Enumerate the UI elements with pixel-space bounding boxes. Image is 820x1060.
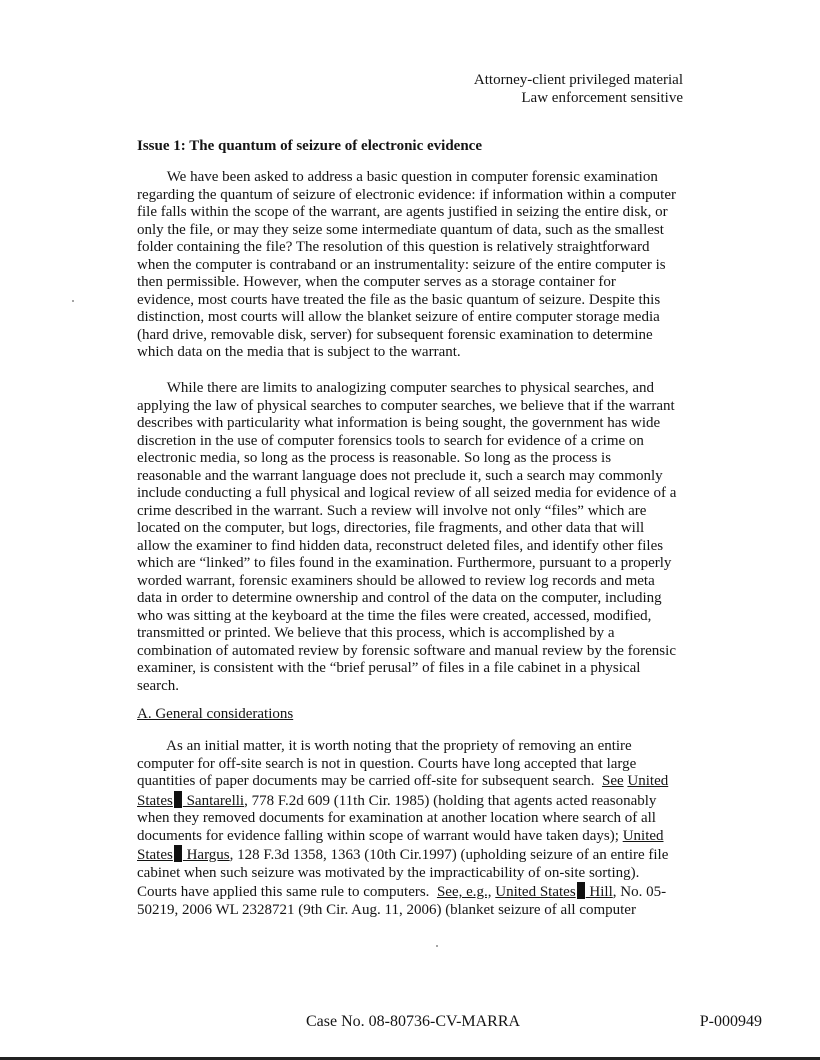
text-line: transmitted or printed. We believe that this process, which is accomplished by a (137, 625, 615, 641)
issue-title: Issue 1: The quantum of seizure of electronic evidence (137, 138, 482, 154)
text-run: quantities of paper documents may be carried off-site for subsequent search. (137, 773, 602, 789)
text-line: While there are limits to analogizing computer searches to physical searches, and (137, 380, 655, 396)
text-line: distinction, most courts will allow the blanket seizure of entire computer storage media (137, 309, 660, 325)
paragraph-2 (137, 380, 693, 695)
text-line (137, 773, 693, 791)
text-line (137, 882, 693, 902)
citation-signal: See (601, 773, 624, 789)
text-line: cabinet when such seizure was motivated by the impracticability of on-site sorting). (137, 864, 640, 881)
text-line: crime described in the warrant. Such a review will involve not only “files” which are (137, 502, 647, 519)
case-name: United (622, 827, 664, 844)
paragraph-3 (137, 738, 693, 919)
text-line: examiner, is consistent with the “brief perusal” of files in a file cabinet in a physical (137, 660, 641, 676)
bates-number: P-000949 (699, 1013, 762, 1030)
text-line: who was sitting at the keyboard at the time the files were created, accessed, modified, (137, 607, 652, 624)
redaction-block (577, 882, 585, 899)
privilege-line: Attorney-client privileged material (473, 72, 683, 88)
scan-speck (436, 945, 438, 947)
text-line (137, 845, 693, 865)
privilege-header (474, 71, 683, 107)
text-line: include conducting a full physical and logical review of all seized media for evidence of a (137, 485, 677, 501)
case-name: Santarelli (182, 792, 245, 809)
text-line (137, 828, 693, 846)
citation-signal: See, e.g., (436, 884, 492, 900)
text-line: worded warrant, forensic examiners should be allowed to review log records and meta (137, 572, 655, 589)
text-line: folder containing the file? The resolution of this question is relatively straightforward (137, 239, 650, 255)
text-line: when they removed documents for examination at another location where search of all (137, 810, 656, 826)
section-heading: A. General considerations (137, 706, 294, 722)
text-line: when the computer is contraband or an instrumentality: seizure of the entire computer is (137, 256, 666, 273)
text-line: electronic media, so long as the process is reasonable. So long as the process is (137, 450, 612, 466)
text-run: , No. 05- (612, 884, 667, 900)
text-line: combination of automated review by forensic software and manual review by the forensic (137, 642, 676, 659)
text-run: , 778 F.2d 609 (11th Cir. 1985) (holding that agents acted reasonably (244, 792, 657, 809)
text-line: then permissible. However, when the computer serves as a storage container for (137, 274, 616, 290)
text-line: 50219, 2006 WL 2328721 (9th Cir. Aug. 11, 2006) (blanket seizure of all computer (137, 901, 636, 918)
text-run: Courts have applied this same rule to computers. (137, 884, 437, 900)
text-line (137, 791, 693, 811)
text-line: describes with particularity what information is being sought, the government has wide (137, 415, 661, 431)
case-name: States (137, 792, 173, 809)
sensitivity-line: Law enforcement sensitive (521, 90, 683, 106)
case-name: Hill (585, 884, 613, 900)
text-line: As an initial matter, it is worth noting that the propriety of removing an entire (137, 738, 632, 754)
text-line: located on the computer, but logs, directories, file fragments, and other data that will (137, 520, 645, 536)
text-line: discretion in the use of computer forensics tools to search for evidence of a crime on (137, 432, 644, 449)
text-line: which are “linked” to files found in the examination. Furthermore, pursuant to a properly (137, 555, 672, 571)
text-line: computer for off-site search is not in question. Courts have long accepted that large (137, 755, 637, 772)
text-run: , 128 F.3d 1358, 1363 (10th Cir.1997) (upholding seizure of an entire file (229, 847, 669, 863)
case-name: States (137, 847, 173, 863)
text-line: applying the law of physical searches to computer searches, we believe that if the warrant (137, 397, 675, 414)
text-line: allow the examiner to find hidden data, reconstruct deleted files, and identify other files (137, 537, 664, 554)
text-line: reasonable and the warrant language does not preclude it, such a search may commonly (137, 467, 663, 484)
redaction-block (174, 845, 182, 862)
text-line: only the file, or may they seize some intermediate quantum of data, such as the smallest (137, 221, 664, 238)
text-run: documents for evidence falling within scope of warrant would have taken days); (137, 827, 623, 844)
text-line: regarding the quantum of seizure of electronic evidence: if information within a computer (137, 186, 676, 203)
text-line: file falls within the scope of the warrant, are agents justified in seizing the entire disk, or (137, 204, 668, 220)
scan-speck (72, 300, 74, 302)
redaction-block (174, 791, 182, 808)
case-number: Case No. 08-80736-CV-MARRA (306, 1013, 521, 1030)
case-name: United States (495, 884, 576, 900)
paragraph-1 (137, 169, 693, 362)
text-line: data in order to determine ownership and control of the data on the computer, including (137, 590, 662, 606)
text-line: (hard drive, removable disk, server) for subsequent forensic examination to determine (137, 326, 653, 343)
text-line: evidence, most courts have treated the file as the basic quantum of seizure. Despite this (137, 291, 661, 308)
text-line: search. (137, 677, 180, 694)
text-line: which data on the media that is subject to the warrant. (137, 344, 461, 360)
case-name: Hargus (182, 847, 230, 863)
case-name: United (627, 773, 669, 789)
text-line: We have been asked to address a basic question in computer forensic examination (137, 169, 658, 185)
